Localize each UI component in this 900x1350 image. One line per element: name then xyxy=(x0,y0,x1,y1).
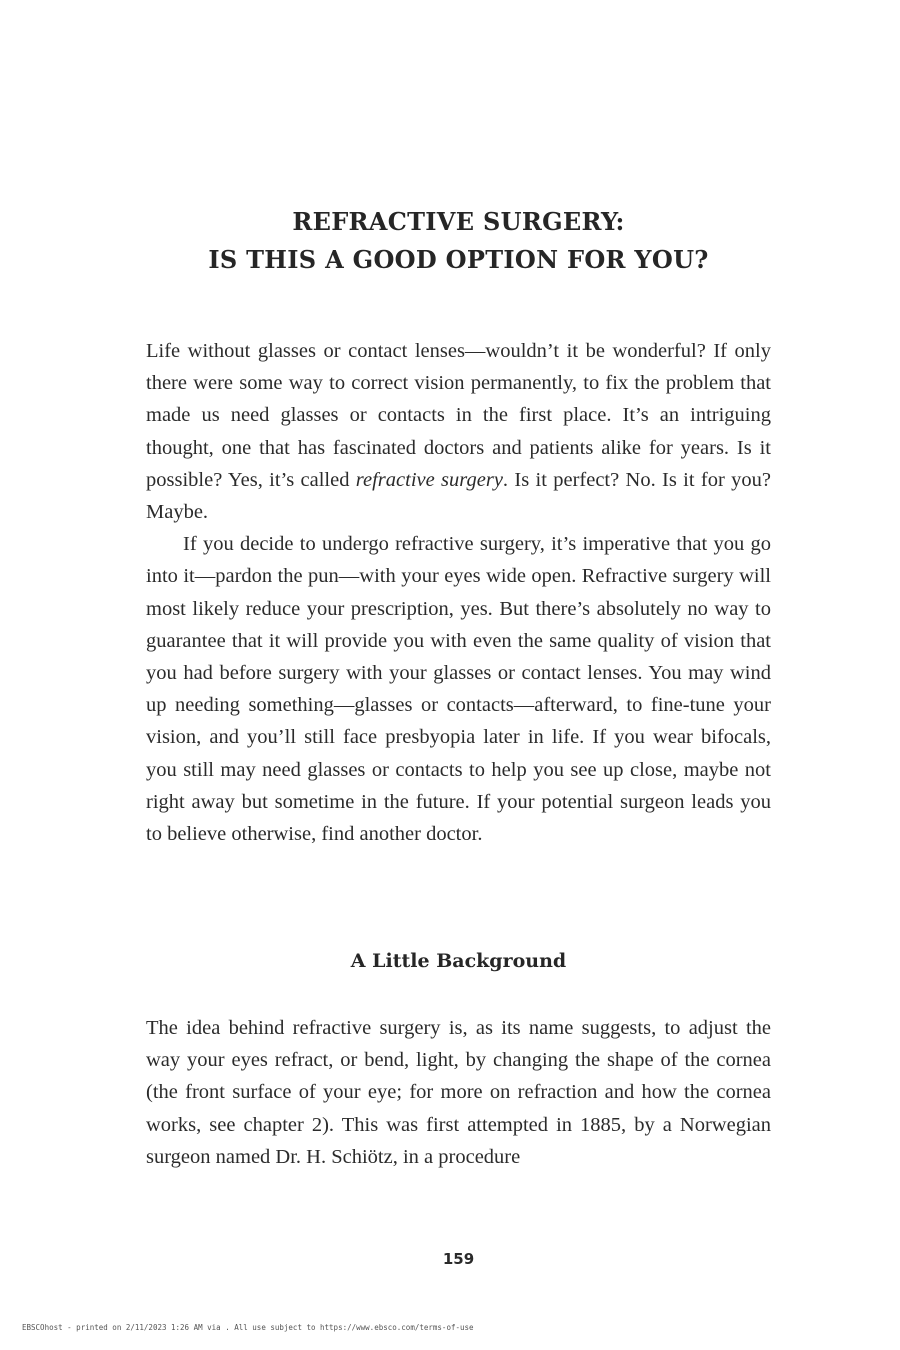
intro-text xyxy=(146,335,771,850)
section-heading: A Little Background xyxy=(350,950,567,972)
intro-paragraph-1-end: . Is it perfect? No. Is it for you? Maybe. xyxy=(146,468,771,524)
print-footer: EBSCOhost - printed on 2/11/2023 1:26 AM via . All use subject to https://www.ebsco.com/terms-of-use xyxy=(22,1323,474,1332)
chapter-title xyxy=(0,203,900,279)
page-number: 159 xyxy=(442,1250,475,1268)
intro-paragraph-1-emphasis: refractive surgery xyxy=(355,468,503,491)
section-text xyxy=(146,1012,771,1173)
chapter-title-line-2: IS THIS A GOOD OPTION FOR YOU? xyxy=(208,245,709,274)
chapter-title-line-1: REFRACTIVE SURGERY: xyxy=(292,207,625,236)
section-paragraph-1: The idea behind refractive surgery is, as its name suggests, to adjust the way your eyes refract, or bend, light, by changing the shape of the cornea (the front surface of your eye; for more on refraction and how the cornea works, see chapter 2). This was first attempted in 1885, by a Norwegian surgeon named Dr. H. Schiötz, in a procedure xyxy=(146,1017,771,1168)
intro-paragraph-1-start: Life without glasses or contact lenses—wouldn’t it be wonderful? If only there were some way to correct vision permanently, to fix the problem that made us need glasses or contacts in the first place. It’s an intriguing thought, one that has fascinated doctors and patients alike for years. Is it possible? Yes, it’s called xyxy=(146,340,771,491)
intro-paragraph-1 xyxy=(146,335,771,528)
intro-paragraph-2: If you decide to undergo refractive surgery, it’s imperative that you go into it—pardon the pun—with your eyes wide open. Refractive surgery will most likely reduce your prescription, yes. But there’s absolutely no way to guarantee that it will provide you with even the same quality of vision that you had before surgery with your glasses or contact lenses. You may wind up needing something—glasses or contacts—afterward, to fine-tune your vision, and you’ll still face presbyopia later in life. If you wear bifocals, you still may need glasses or contacts to help you see up close, maybe not right away but sometime in the future. If your potential surgeon leads you to believe otherwise, find another doctor. xyxy=(146,533,771,846)
